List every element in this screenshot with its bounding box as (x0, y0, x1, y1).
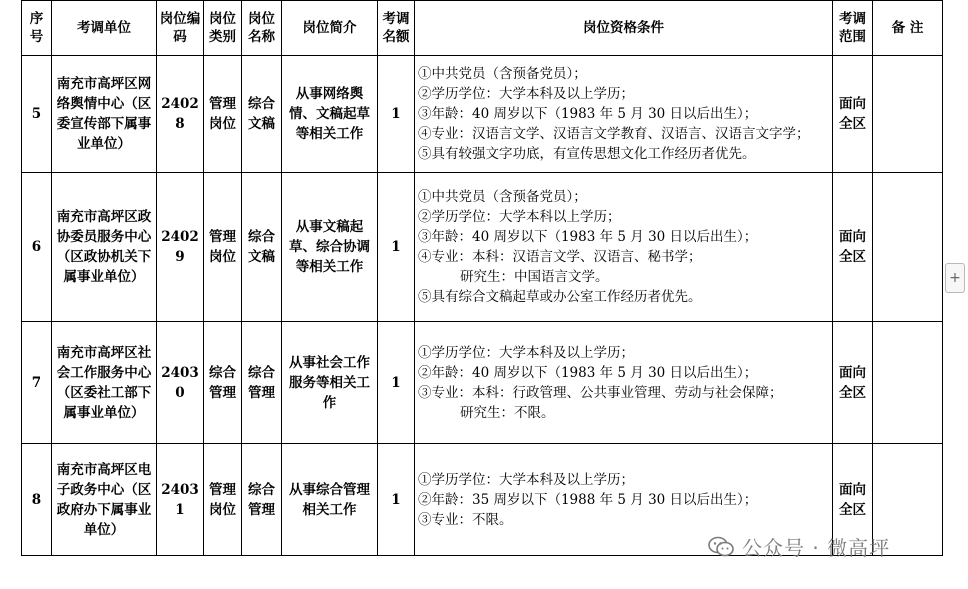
requirement-line: ②年龄：40 周岁以下（1983 年 5 月 30 日以后出生）； (418, 364, 758, 381)
table-row (22, 173, 943, 322)
requirement-line: ④专业：本科：汉语言文学、汉语言、秘书学； (418, 249, 702, 265)
requirement-line: ②年龄：35 周岁以下（1988 年 5 月 30 日以后出生）； (418, 491, 758, 508)
cell-intro: 从事文稿起草、综合协调等相关工作 (282, 173, 378, 322)
cell-requirements (415, 322, 833, 444)
requirement-line: ⑤具有综合文稿起草或办公室工作经历者优先。 (418, 289, 702, 305)
cell-name: 综合管理 (242, 444, 282, 556)
table-row (22, 322, 943, 444)
header-type: 岗位类别 (204, 1, 242, 56)
cell-code: 24028 (157, 56, 204, 173)
cell-type: 管理岗位 (204, 173, 242, 322)
header-scope: 考调范围 (833, 1, 873, 56)
header-note: 备 注 (873, 1, 943, 56)
cell-seq: 7 (22, 322, 52, 444)
cell-note (873, 173, 943, 322)
requirement-line: ①学历学位：大学本科及以上学历； (418, 344, 634, 361)
job-table (21, 0, 943, 556)
header-quota: 考调名额 (378, 1, 415, 56)
requirement-line: ②学历学位：大学本科以上学历； (418, 209, 621, 225)
cell-code: 24029 (157, 173, 204, 322)
cell-unit: 南充市高坪区政协委员服务中心（区政协机关下属事业单位） (52, 173, 157, 322)
requirement-line: 研究生：中国语言文学。 (460, 269, 609, 285)
cell-scope: 面向全区 (833, 56, 873, 173)
cell-requirements (415, 56, 833, 173)
cell-note (873, 322, 943, 444)
cell-seq: 5 (22, 56, 52, 173)
watermark (708, 532, 890, 561)
expand-button[interactable] (945, 263, 965, 293)
cell-quota: 1 (378, 444, 415, 556)
requirement-line: ①学历学位：大学本科及以上学历； (418, 471, 634, 488)
cell-seq: 6 (22, 173, 52, 322)
requirement-line: ①中共党员（含预备党员）； (418, 66, 587, 82)
cell-quota: 1 (378, 56, 415, 173)
cell-scope: 面向全区 (833, 322, 873, 444)
cell-unit: 南充市高坪区电子政务中心（区政府办下属事业单位） (52, 444, 157, 556)
cell-quota: 1 (378, 322, 415, 444)
requirement-line: ①中共党员（含预备党员）； (418, 189, 587, 205)
cell-name: 综合管理 (242, 322, 282, 444)
requirement-line: ④专业：汉语言文学、汉语言文学教育、汉语言、汉语言文字学； (418, 126, 810, 142)
cell-scope: 面向全区 (833, 444, 873, 556)
header-name: 岗位名称 (242, 1, 282, 56)
cell-intro: 从事社会工作服务等相关工作 (282, 322, 378, 444)
header-code: 岗位编码 (157, 1, 204, 56)
cell-quota: 1 (378, 173, 415, 322)
requirement-line: 研究生：不限。 (460, 404, 555, 421)
cell-type: 管理岗位 (204, 444, 242, 556)
cell-name: 综合文稿 (242, 56, 282, 173)
header-intro: 岗位简介 (282, 1, 378, 56)
cell-type: 管理岗位 (204, 56, 242, 173)
header-req: 岗位资格条件 (415, 1, 833, 56)
cell-type: 综合管理 (204, 322, 242, 444)
requirement-line: ③年龄：40 周岁以下（1983 年 5 月 30 日以后出生）； (418, 106, 758, 122)
requirement-line: ⑤具有较强文字功底，有宣传思想文化工作经历者优先。 (418, 146, 756, 162)
cell-intro: 从事综合管理相关工作 (282, 444, 378, 556)
header-seq: 序号 (22, 1, 52, 56)
requirement-line: ③年龄：40 周岁以下（1983 年 5 月 30 日以后出生）； (418, 229, 758, 245)
cell-note (873, 56, 943, 173)
requirement-line: ③专业：本科：行政管理、公共事业管理、劳动与社会保障； (418, 384, 783, 401)
cell-requirements (415, 173, 833, 322)
cell-unit: 南充市高坪区社会工作服务中心（区委社工部下属事业单位） (52, 322, 157, 444)
requirement-line: ②学历学位：大学本科及以上学历； (418, 86, 634, 102)
cell-seq: 8 (22, 444, 52, 556)
watermark-text: 公众号 · 微高坪 (742, 536, 891, 560)
header-row (22, 1, 943, 56)
plus-icon: + (949, 270, 961, 286)
cell-intro: 从事网络舆情、文稿起草等相关工作 (282, 56, 378, 173)
table-row (22, 56, 943, 173)
wechat-icon (708, 536, 734, 558)
requirement-line: ③专业：不限。 (418, 511, 513, 528)
cell-scope: 面向全区 (833, 173, 873, 322)
cell-name: 综合文稿 (242, 173, 282, 322)
cell-code: 24031 (157, 444, 204, 556)
cell-unit: 南充市高坪区网络舆情中心（区委宣传部下属事业单位） (52, 56, 157, 173)
header-unit: 考调单位 (52, 1, 157, 56)
cell-code: 24030 (157, 322, 204, 444)
